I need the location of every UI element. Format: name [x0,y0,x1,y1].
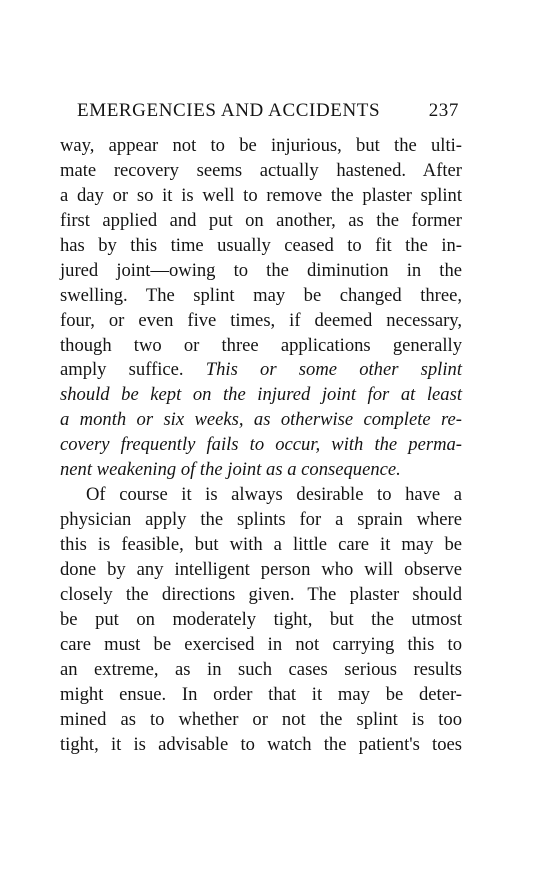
text-line [60,259,462,284]
text-line [60,284,462,309]
text-segment: swelling. The splint may be changed three, [60,284,462,306]
text-segment: four, or even five times, if deemed necessary, [60,309,462,331]
text-line [60,383,462,408]
text-line [60,134,462,159]
text-line [60,658,462,683]
text-line [60,683,462,708]
text-segment: tight, it is advisable to watch the patient's toes [60,733,462,755]
text-segment: an extreme, as in such cases serious results [60,658,462,680]
text-segment: has by this time usually ceased to fit the in- [60,234,462,256]
text-line [60,458,462,483]
italic-text-segment: should be kept on the injured joint for at least [60,384,462,406]
body-text [60,134,462,757]
text-line [60,508,462,533]
text-segment: way, appear not to be injurious, but the ulti- [60,135,462,156]
text-segment: care must be exercised in not carrying this to [60,633,462,655]
text-segment: Of course it is always desirable to have a [86,484,462,506]
text-line [60,558,462,583]
text-segment: closely the directions given. The plaster should [60,583,462,605]
italic-text-segment: covery frequently fails to occur, with the perma- [60,434,462,456]
text-line [60,358,462,383]
text-line [60,309,462,334]
text-line [60,583,462,608]
text-line [60,234,462,259]
text-line [60,408,462,433]
text-segment: mined as to whether or not the splint is too [60,708,462,730]
text-segment: physician apply the splints for a sprain where [60,509,462,531]
text-segment: this is feasible, but with a little care it may be [60,534,462,555]
text-segment: might ensue. In order that it may be deter- [60,683,462,705]
text-line [60,608,462,633]
text-line [60,209,462,234]
running-title: EMERGENCIES AND ACCIDENTS [77,100,381,121]
running-header [77,98,459,124]
text-line [60,533,462,558]
text-line [60,184,462,209]
text-line [60,633,462,658]
text-segment: done by any intelligent person who will observe [60,558,462,580]
text-segment: be put on moderately tight, but the utmost [60,608,462,630]
text-segment: a day or so it is well to remove the plaster splint [60,184,462,206]
text-segment: mate recovery seems actually hastened. After [60,159,462,181]
text-segment: though two or three applications generally [60,334,462,356]
italic-text-segment: nent weakening of the joint as a consequence. [60,459,401,481]
text-segment: amply suffice. [60,359,206,381]
italic-text-segment: This or some other splint [205,359,462,381]
text-line [60,483,462,508]
text-line [60,708,462,733]
page-number: 237 [428,100,459,121]
text-segment: jured joint—owing to the diminution in the [60,259,462,281]
text-line [60,334,462,359]
text-line [60,433,462,458]
text-line [60,159,462,184]
italic-text-segment: a month or six weeks, as otherwise complete re- [60,409,462,431]
text-line [60,733,462,758]
text-segment: first applied and put on another, as the former [60,209,462,231]
